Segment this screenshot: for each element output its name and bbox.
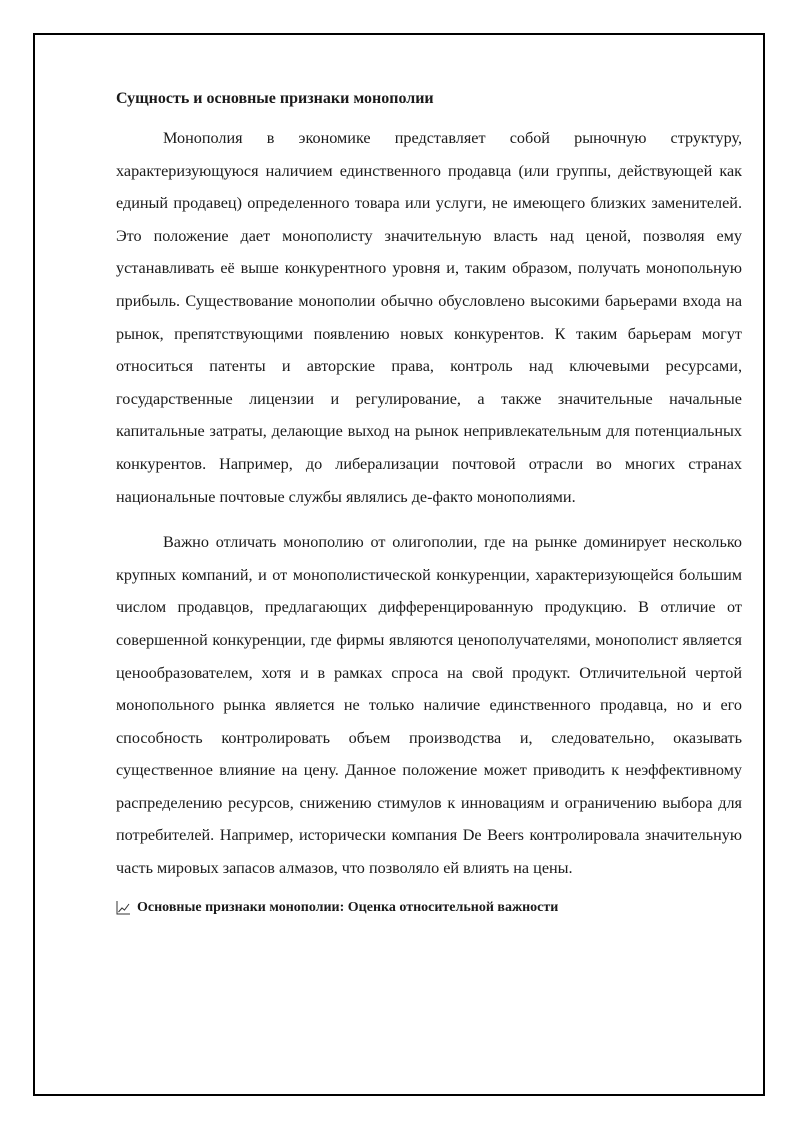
section-heading: Сущность и основные признаки монополии <box>116 90 434 107</box>
figure-caption <box>116 898 742 918</box>
chart-line-icon <box>116 900 131 915</box>
paragraph-comparison: Важно отличать монополию от олигополии, где на рынке доминирует несколько крупных компаний, и от монополистической конкуренции, характеризующейся большим числом продавцов, предлагающих дифференцированную продукцию. В отличие от совершенной конкуренции, где фирмы являются ценополучателями, монополист является ценообразователем, хотя и в рамках спроса на свой продукт. Отличительной чертой монопольного рынка является не только наличие единственного продавца, но и его способность контролировать объем производства и, следовательно, оказывать существенное влияние на цену. Данное положение может приводить к неэффективному распределению ресурсов, снижению стимулов к инновациям и ограничению выбора для потребителей. Например, исторически компания De Beers контролировала значительную часть мировых запасов алмазов, что позволяло ей влиять на цены. <box>116 533 742 878</box>
paragraph-definition: Монополия в экономике представляет собой рыночную структуру, характеризующуюся наличием единственного продавца (или группы, действующей как единый продавец) определенного товара или услуги, не имеющего близких заменителей. Это положение дает монополисту значительную власть над ценой, позволяя ему устанавливать её выше конкурентного уровня и, таким образом, получать монопольную прибыль. Существование монополии обычно обусловлено высокими барьерами входа на рынок, препятствующими появлению новых конкурентов. К таким барьерам могут относиться патенты и авторские права, контроль над ключевыми ресурсами, государственные лицензии и регулирование, а также значительные начальные капитальные затраты, делающие выход на рынок непривлекательным для потенциальных конкурентов. Например, до либерализации почтовой отрасли во многих странах национальные почтовые службы являлись де-факто монополиями. <box>116 129 742 506</box>
document-body <box>116 88 742 918</box>
figure-caption-text: Основные признаки монополии: Оценка относительной важности <box>137 899 559 915</box>
